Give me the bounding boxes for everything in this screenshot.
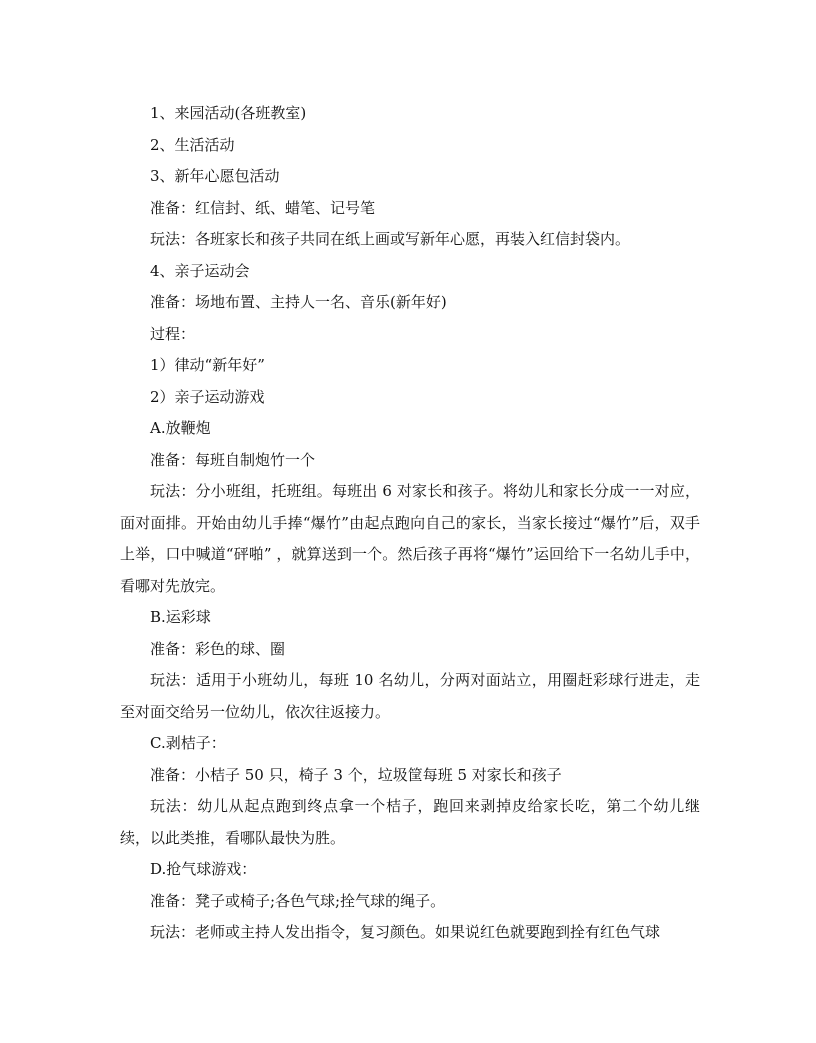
paragraph-schedule-sports-meet: 4、亲子运动会 <box>150 261 250 280</box>
paragraph-wish-pack-materials: 准备：红信封、纸、蜡笔、记号笔 <box>150 198 376 217</box>
paragraph-game-c-rules: 玩法：幼儿从起点跑到终点拿一个桔子，跑回来剥掉皮给家长吃，第二个幼儿继续，以此类推，看哪队最快为胜。 <box>120 797 700 847</box>
document-body <box>120 98 700 949</box>
paragraph-schedule-wish-pack: 3、新年心愿包活动 <box>150 167 280 185</box>
paragraph-game-b-materials: 准备：彩色的球、圈 <box>150 639 286 658</box>
paragraph-game-b-rules: 玩法：适用于小班幼儿，每班 10 名幼儿，分两对面站立，用圈赶彩球行进走，走至对面交给另一位幼儿，依次往返接力。 <box>120 671 700 721</box>
paragraph-game-a-title: A.放鞭炮 <box>150 419 211 437</box>
paragraph-game-a-rules: 玩法：分小班组，托班组。每班出 6 对家长和孩子。将幼儿和家长分成一一对应，面对面排。开始由幼儿手捧“爆竹”由起点跑向自己的家长，当家长接过“爆竹”后，双手上举，口中喊道“砰啪” ，就算送到一个。然后孩子再将“爆竹”运回给下一名幼儿手中，看哪对先放完。 <box>120 482 700 595</box>
paragraph-sports-meet-materials: 准备：场地布置、主持人一名、音乐(新年好) <box>150 293 447 311</box>
paragraph-game-a-materials: 准备：每班自制炮竹一个 <box>150 450 316 469</box>
paragraph-game-d-title: D.抢气球游戏： <box>150 860 257 878</box>
paragraph-process-heading: 过程： <box>150 324 196 343</box>
paragraph-process-step-2: 2）亲子运动游戏 <box>150 387 265 406</box>
paragraph-wish-pack-rules: 玩法：各班家长和孩子共同在纸上画或写新年心愿，再装入红信封袋内。 <box>150 230 631 248</box>
paragraph-game-d-materials: 准备：凳子或椅子;各色气球;拴气球的绳子。 <box>150 891 446 910</box>
paragraph-schedule-arrival: 1、来园活动(各班教室) <box>150 104 307 122</box>
paragraph-process-step-1: 1）律动“新年好” <box>150 356 265 374</box>
paragraph-game-c-materials: 准备：小桔子 50 只，椅子 3 个，垃圾筐每班 5 对家长和孩子 <box>150 765 562 784</box>
paragraph-schedule-daily-life: 2、生活活动 <box>150 135 235 154</box>
paragraph-game-d-rules: 玩法：老师或主持人发出指令，复习颜色。如果说红色就要跑到拴有红色气球 <box>150 923 661 941</box>
paragraph-game-c-title: C.剥桔子： <box>150 734 226 752</box>
paragraph-game-b-title: B.运彩球 <box>150 608 211 626</box>
